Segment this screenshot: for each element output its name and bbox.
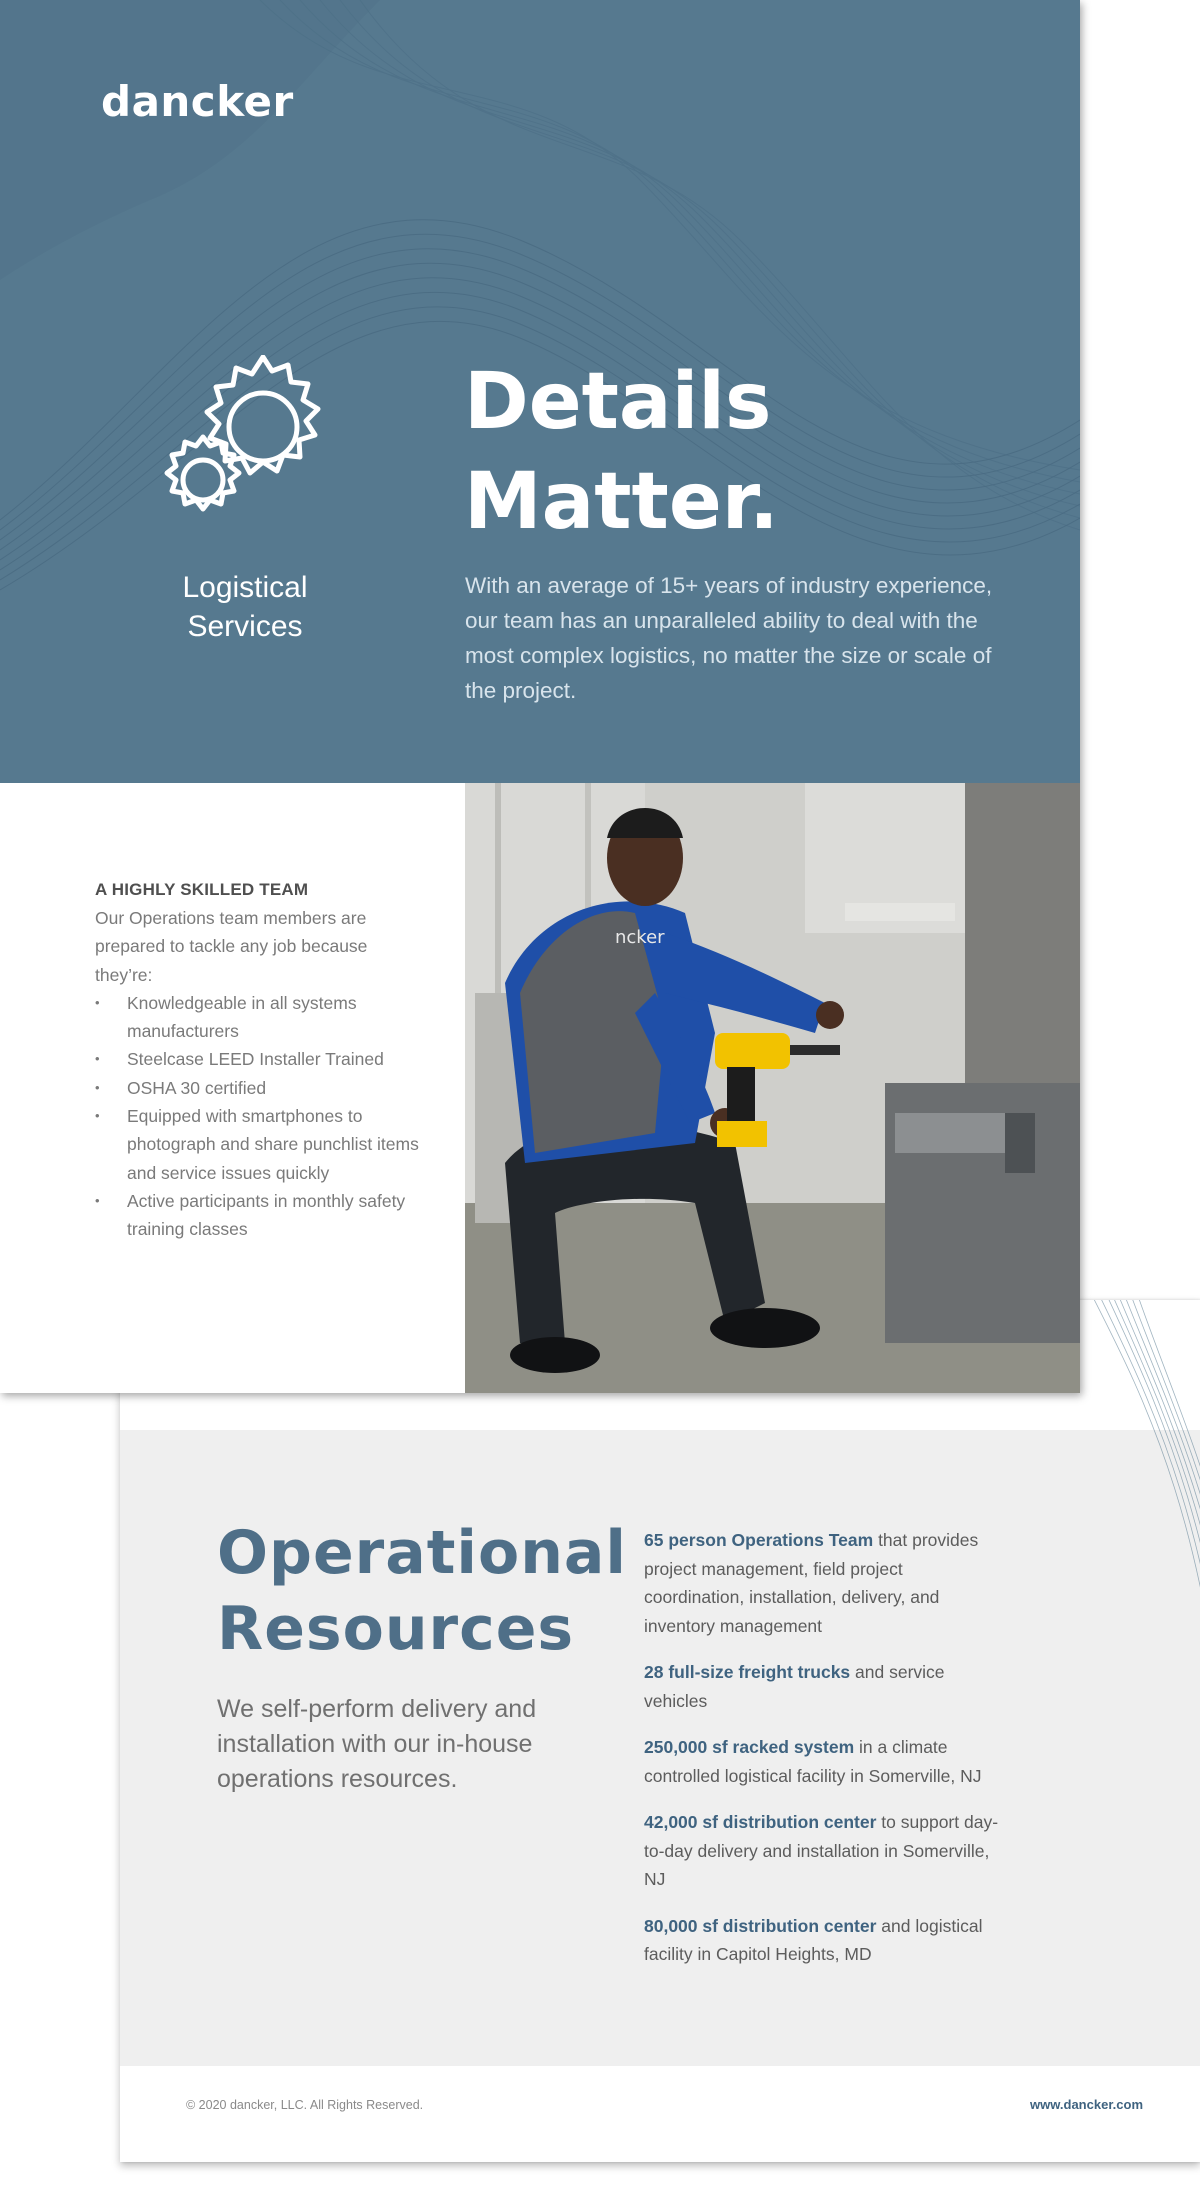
headline — [464, 352, 1024, 552]
resource-text: in a climate controlled logistical facility in Somerville, NJ — [644, 1737, 982, 1786]
resource-highlight: 250,000 sf racked system — [644, 1737, 855, 1757]
resource-text: and service vehicles — [644, 1662, 945, 1711]
resource-highlight: 80,000 sf distribution center — [644, 1915, 877, 1936]
resource-item — [644, 1733, 1004, 1790]
resource-item — [644, 1808, 1004, 1894]
resource-highlight: 65 person Operations Team — [644, 1530, 874, 1550]
hero-section — [0, 0, 1080, 783]
team-list-item: • Steelcase LEED Installer Trained — [95, 1045, 425, 1073]
technician-photo — [465, 783, 1080, 1393]
title-line-2: Resources — [217, 1594, 575, 1664]
service-label: Logistical Services — [182, 571, 308, 643]
resource-highlight: 28 full-size freight trucks — [644, 1662, 851, 1682]
headline-line-2: Matter. — [464, 457, 779, 547]
resource-highlight: 42,000 sf distribution center — [644, 1812, 877, 1832]
resource-item — [644, 1526, 1004, 1640]
gears-icon — [153, 355, 340, 535]
operational-resources-title — [217, 1515, 637, 1667]
dancker-logo: dancker — [101, 77, 294, 126]
headline-line-1: Details — [464, 357, 772, 447]
skilled-team-section — [95, 880, 425, 1244]
resource-item — [644, 1658, 1004, 1715]
website-link[interactable]: www.dancker.com — [1030, 2097, 1143, 2112]
team-list-item: • Active participants in monthly safety training classes — [95, 1187, 425, 1244]
vest-logo-text: ncker — [615, 927, 665, 948]
resource-text: to support day-to-day delivery and installation in Somerville, NJ — [644, 1812, 999, 1889]
resource-item — [644, 1912, 1004, 1969]
team-list-item: • OSHA 30 certified — [95, 1074, 425, 1102]
technician-illustration — [465, 783, 1080, 1393]
resource-text: and logistical facility in Capitol Heights, MD — [644, 1915, 983, 1964]
title-line-1: Operational — [217, 1518, 627, 1588]
back-page — [120, 1300, 1200, 2162]
team-intro: Our Operations team members are prepared to tackle any job because they’re: — [95, 908, 368, 985]
team-list-item: • Equipped with smartphones to photograph and share punchlist items and service issues quickly — [95, 1102, 425, 1187]
copyright-text: © 2020 dancker, LLC. All Rights Reserved. — [186, 2098, 424, 2112]
operational-subtitle: We self-perform delivery and installation with our in-house operations resources. — [217, 1695, 537, 1793]
team-title: A HIGHLY SKILLED TEAM — [95, 880, 309, 899]
hero-description: With an average of 15+ years of industry experience, our team has an unparalleled ability to deal with the most complex logistics, no matter the size or scale of the project. — [465, 573, 993, 703]
team-list-item: • Knowledgeable in all systems manufacturers — [95, 989, 425, 1046]
resources-list — [644, 1526, 1004, 1987]
resource-text: that provides project management, field project coordination, installation, delivery, and inventory management — [644, 1530, 979, 1636]
team-list — [95, 989, 425, 1244]
